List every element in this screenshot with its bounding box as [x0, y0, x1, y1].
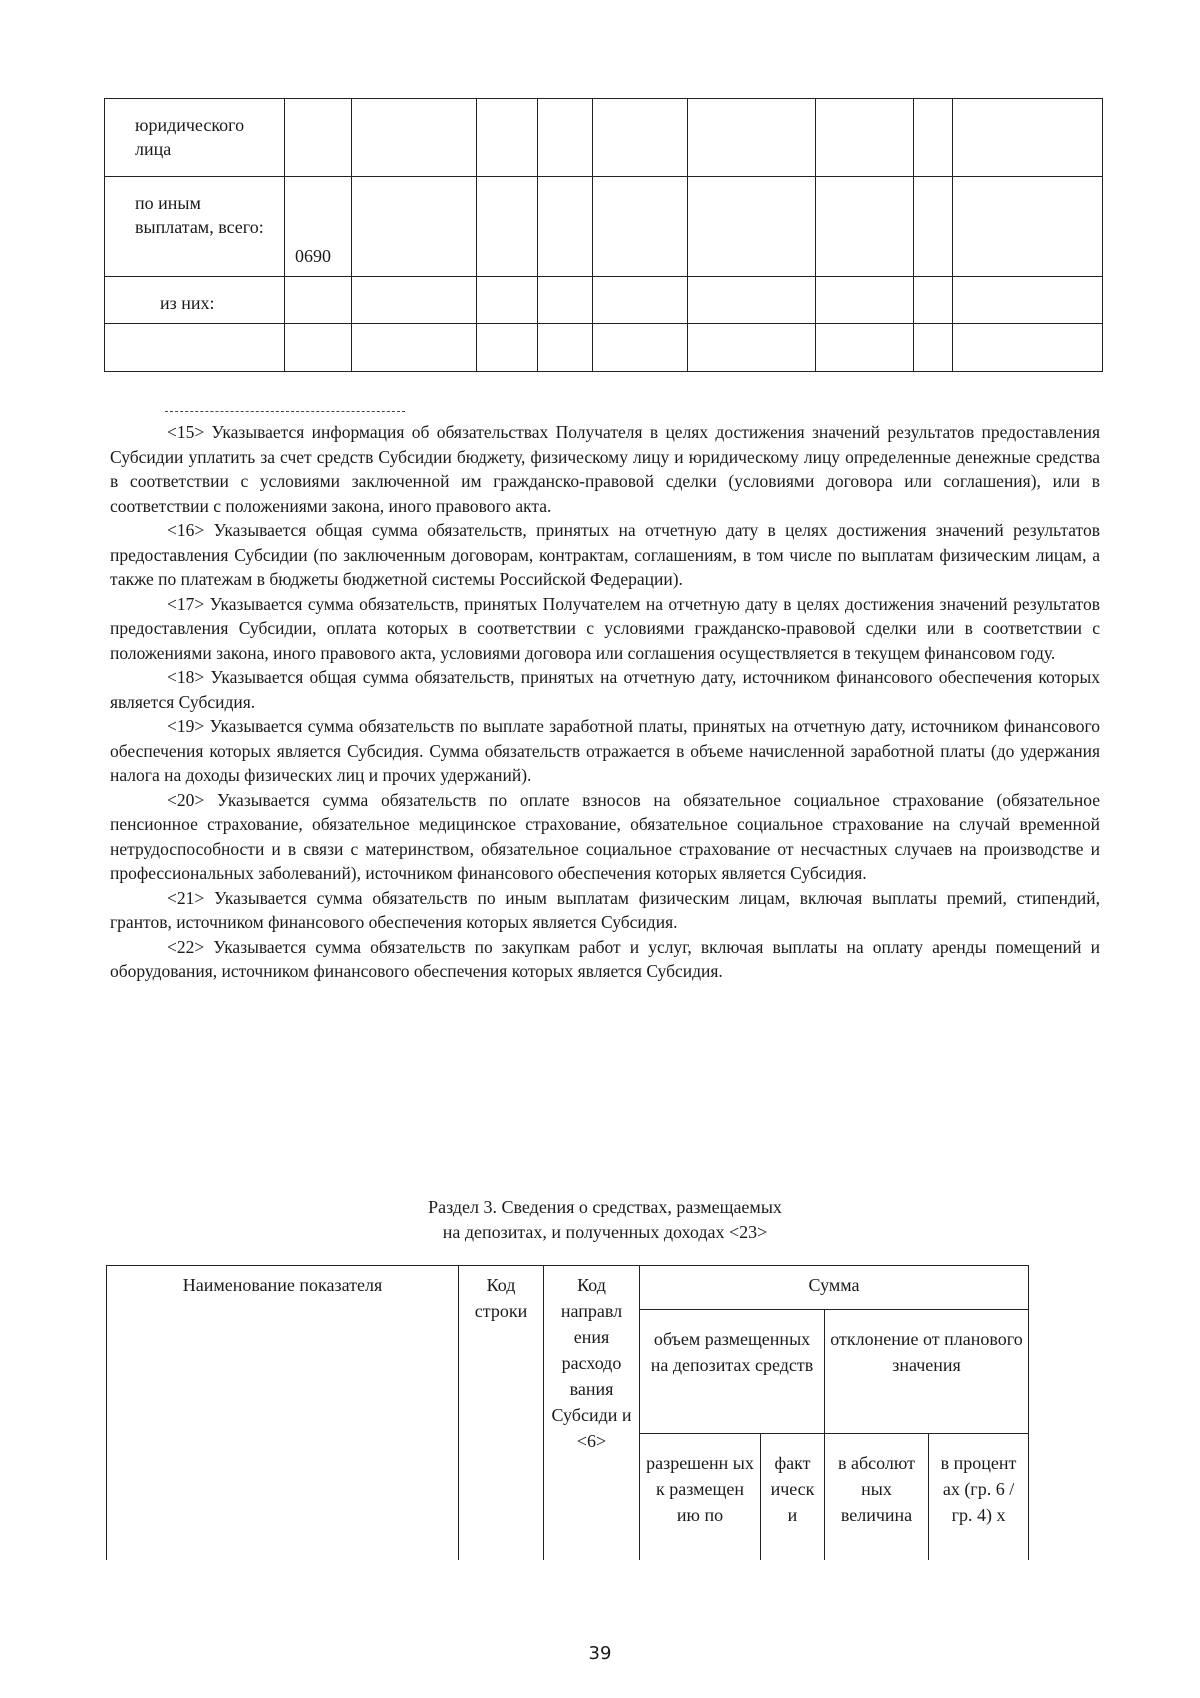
value-cell	[538, 99, 593, 177]
header-actual: факт ическ и	[761, 1434, 825, 1560]
obligations-table-continuation	[104, 98, 1103, 372]
value-cell	[688, 277, 816, 324]
header-indicator-name: Наименование показателя	[107, 1266, 459, 1560]
value-cell	[953, 324, 1103, 372]
footnotes	[110, 420, 1100, 984]
section-title-line-2: на депозитах, и полученных доходах <23>	[442, 1222, 768, 1242]
value-cell	[352, 177, 477, 277]
value-cell	[352, 324, 477, 372]
value-cell	[352, 277, 477, 324]
value-cell	[816, 177, 914, 277]
value-cell	[688, 324, 816, 372]
row-code-cell	[285, 324, 352, 372]
header-absolute: в абсолют ных величина	[825, 1434, 929, 1560]
deposits-table	[106, 1265, 1029, 1560]
footnote-separator	[165, 411, 405, 412]
header-direction-code: Код направл ения расходо вания Субсиди и <6>	[544, 1266, 640, 1560]
value-cell	[477, 177, 538, 277]
value-cell	[477, 277, 538, 324]
table-row	[105, 177, 1103, 277]
value-cell	[477, 324, 538, 372]
value-cell	[688, 99, 816, 177]
value-cell	[593, 99, 688, 177]
footnote-21: <21> Указывается сумма обязательств по иным выплатам физическим лицам, включая выплаты премий, стипендий, грантов, источником финансового обеспечения которых является Субсидия.	[110, 887, 1100, 932]
value-cell	[593, 277, 688, 324]
value-cell	[953, 177, 1103, 277]
value-cell	[593, 324, 688, 372]
footnote-19: <19> Указывается сумма обязательств по выплате заработной платы, принятых на отчетную дату, источником финансового обеспечения которых является Субсидия. Сумма обязательств отражается в объеме начисленной заработной платы (до удержания налога на доходы физических лиц и прочих удержаний).	[110, 716, 1100, 785]
value-cell	[816, 324, 914, 372]
value-cell	[538, 324, 593, 372]
value-cell	[816, 277, 914, 324]
header-sum: Сумма	[640, 1266, 1029, 1310]
row-code-cell	[285, 277, 352, 324]
value-cell	[914, 99, 953, 177]
header-percent: в процент ах (гр. 6 / гр. 4) х	[929, 1434, 1029, 1560]
value-cell	[688, 177, 816, 277]
row-name-cell	[105, 324, 285, 372]
value-cell	[477, 99, 538, 177]
value-cell	[914, 324, 953, 372]
value-cell	[953, 277, 1103, 324]
section-3-title	[300, 1195, 910, 1245]
section-title-line-1: Раздел 3. Сведения о средствах, размещаемых	[428, 1197, 782, 1217]
header-deviation: отклонение от планового значения	[825, 1310, 1029, 1434]
row-code-cell: 0690	[285, 177, 352, 277]
value-cell	[593, 177, 688, 277]
header-row-code: Код строки	[459, 1266, 544, 1560]
footnote-15: <15> Указывается информация об обязательствах Получателя в целях достижения значений результатов предоставления Субсидии уплатить за счет средств Субсидии бюджету, физическому лицу и юридическому лицу определенные денежные средства в соответствии с условиями заключенной им гражданско-правовой сделки (условиями договора или соглашения), или в соответствии с положениями закона, иного правового акта.	[110, 422, 1100, 516]
value-cell	[538, 277, 593, 324]
header-deposit-volume: объем размещенных на депозитах средств	[640, 1310, 825, 1434]
header-allowed: разрешенн ых к размещен ию по	[640, 1434, 761, 1560]
table-header-row	[107, 1266, 1029, 1310]
footnote-22: <22> Указывается сумма обязательств по закупкам работ и услуг, включая выплаты на оплату аренды помещений и оборудования, источником финансового обеспечения которых является Субсидия.	[110, 936, 1100, 981]
value-cell	[352, 99, 477, 177]
page-number: 39	[588, 1643, 612, 1664]
row-name-cell: юридического лица	[105, 99, 285, 177]
table-row	[105, 99, 1103, 177]
row-code-cell	[285, 99, 352, 177]
value-cell	[816, 99, 914, 177]
value-cell	[538, 177, 593, 277]
row-name-cell: из них:	[105, 277, 285, 324]
table-row	[105, 277, 1103, 324]
value-cell	[914, 177, 953, 277]
value-cell	[953, 99, 1103, 177]
footnote-18: <18> Указывается общая сумма обязательств, принятых на отчетную дату, источником финансового обеспечения которых является Субсидия.	[110, 667, 1100, 712]
footnote-17: <17> Указывается сумма обязательств, принятых Получателем на отчетную дату в целях достижения значений результатов предоставления Субсидии, оплата которых в соответствии с условиями гражданско-правовой сделки или в соответствии с положениями закона, иного правового акта, условиями договора или соглашения осуществляется в текущем финансовом году.	[110, 593, 1100, 663]
row-name-cell: по иным выплатам, всего:	[105, 177, 285, 277]
table-row	[105, 324, 1103, 372]
value-cell	[914, 277, 953, 324]
footnote-16: <16> Указывается общая сумма обязательств, принятых на отчетную дату в целях достижения значений результатов предоставления Субсидии (по заключенным договорам, контрактам, соглашениям, в том числе по выплатам физическим лицам, а также по платежам в бюджеты бюджетной системы Российской Федерации).	[110, 520, 1100, 589]
footnote-20: <20> Указывается сумма обязательств по оплате взносов на обязательное социальное страхование (обязательное пенсионное страхование, обязательное медицинское страхование, обязательное социальное страхование на случай временной нетрудоспособности и в связи с материнством, обязательное социальное страхование от несчастных случаев на производстве и профессиональных заболеваний), источником финансового обеспечения которых является Субсидия.	[110, 789, 1100, 883]
